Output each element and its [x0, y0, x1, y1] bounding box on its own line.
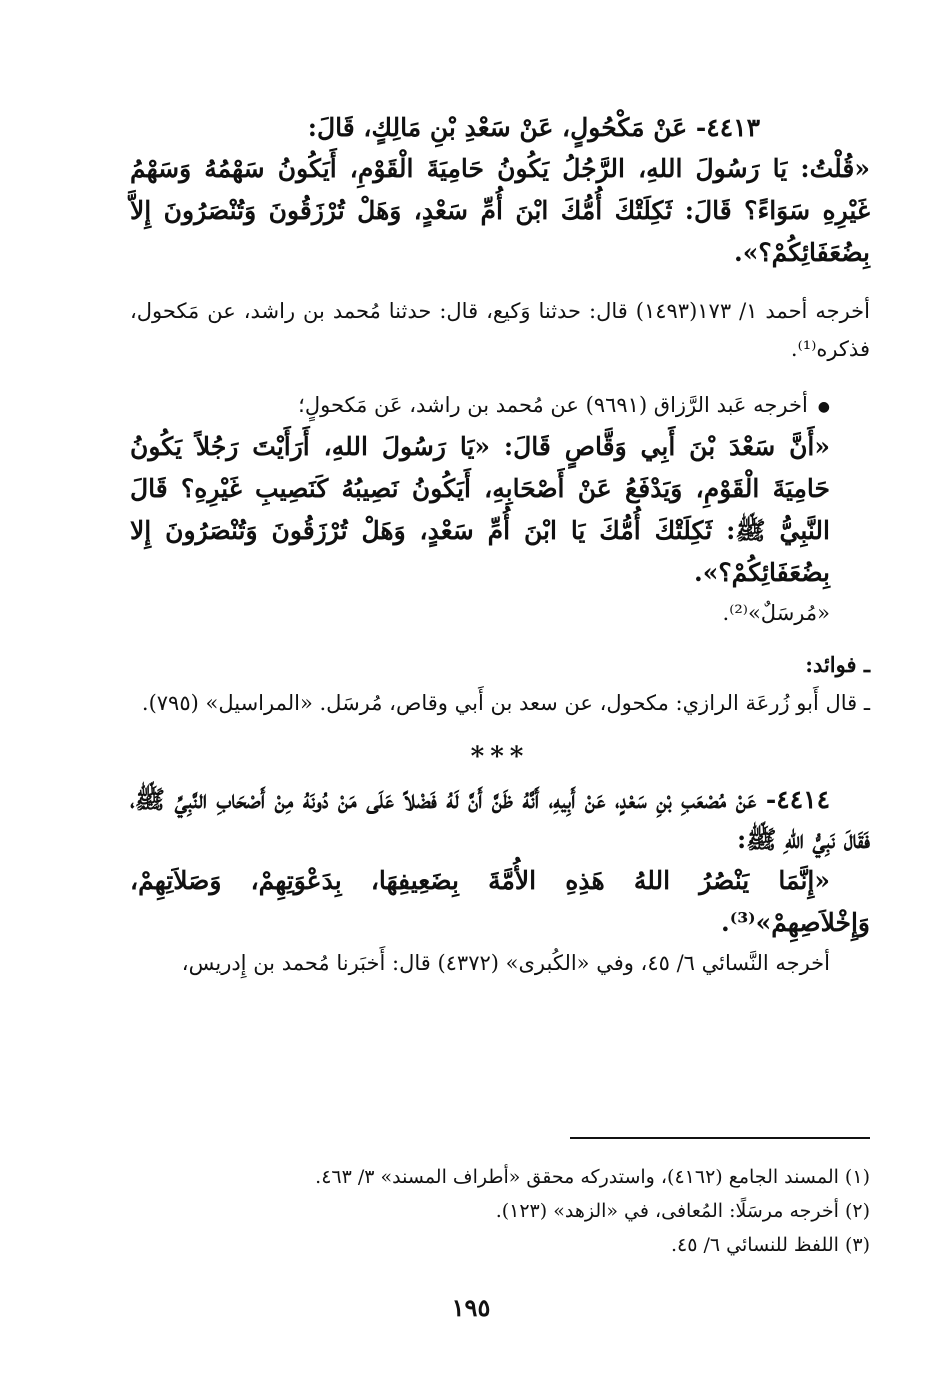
footnotes	[130, 1160, 870, 1262]
fawaid-text: ـ قال أَبو زُرعَة الرازي: مكحول، عن سعد بن أَبي وقاص، مُرسَل. «المراسيل» (٧٩٥).	[141, 690, 870, 715]
footnote-1: (١) المسند الجامع (٤١٦٢)، واستدركه محقق «أطراف المسند» ٣/ ٤٦٣.	[315, 1166, 870, 1188]
footnote-divider	[570, 1137, 870, 1139]
hadith-4414-text: «إِنَّمَا يَنْصُرُ اللهُ هَذِهِ الأُمَّةَ بِضَعِيفِهَا، بِدَعْوَتِهِمْ، وَصَلاَتِهِمْ، وَإِخْلاَصِهِمْ»⁽³⁾.	[130, 865, 870, 937]
footnote-2: (٢) أخرجه مرسَلًا: المُعافى، في «الزهد» (١٢٣).	[495, 1200, 870, 1222]
section-separator: ***	[470, 741, 530, 772]
hadith-4413-grade: «مُرسَلٌ»⁽²⁾.	[722, 600, 830, 625]
page-number: ١٩٥	[451, 1293, 491, 1322]
alt-takhrij-text: أخرجه عَبد الرَّزاق (٩٦٩١) عن مُحمد بن راشد، عَن مَكحولٍ؛	[298, 393, 808, 417]
hadith-4413-alt-takhrij	[130, 386, 870, 426]
hadith-4414-takhrij: أخرجه النَّسائي ٦/ ٤٥، وفي «الكُبرى» (٤٣٧٢) قال: أَخبَرنا مُحمد بن إِدريس،	[181, 950, 830, 975]
fawaid-heading: ـ فوائد:	[805, 651, 870, 677]
hadith-4413-alt-text: «أَنَّ سَعْدَ بْنَ أَبِي وَقَّاصٍ قَالَ: «يَا رَسُولَ اللهِ، أَرَأَيْتَ رَجُلاً يَكُونُ حَامِيَةَ الْقَوْمِ، وَيَدْفَعُ عَنْ أَصْحَابِهِ، أَيَكُونُ نَصِيبُهُ كَنَصِيبِ غَيْرِهِ؟ قَالَ النَّبِيُّ ﷺ: ثَكِلَتْكَ أُمُّكَ يَا ابْنَ أُمِّ سَعْدٍ، وَهَلْ تُرْزَقُونَ وَتُنْصَرُونَ إِلا بِضُعَفَائِكُمْ؟».	[130, 431, 830, 587]
hadith-4413-text: «قُلْتُ: يَا رَسُولَ اللهِ، الرَّجُلُ يَكُونُ حَامِيَةَ الْقَوْمِ، أَيَكُونُ سَهْمُهُ وَسَهْمُ غَيْرِهِ سَوَاءً؟ قَالَ: ثَكِلَتْكَ أُمُّكَ ابْنَ أُمِّ سَعْدٍ، وَهَلْ تُرْزَقُونَ وَتُنْصَرُونَ إِلاَّ بِضُعَفَائِكُمْ؟».	[130, 154, 870, 267]
hadith-4413-takhrij: أخرجه أحمد ١/ ١٧٣(١٤٩٣) قال: حدثنا وَكيع، قال: حدثنا مُحمد بن راشد، عن مَكحول، فذكره⁽¹⁾.	[130, 299, 870, 361]
hadith-4414-heading: ٤٤١٤- عَنْ مُصْعَبِ بْنِ سَعْدٍ، عَنْ أَبِيهِ، أَنَّهُ ظَنَّ أَنَّ لَهُ فَضْلاً عَلَى مَنْ دُونَهُ مِنْ أَصْحَابِ النَّبِيِّ ﷺ، فَقَالَ نَبِيُّ اللهِ ﷺ:	[130, 784, 870, 854]
bullet-icon: ●	[817, 398, 830, 415]
footnote-3: (٣) اللفظ للنسائي ٦/ ٤٥.	[671, 1234, 870, 1256]
hadith-4413-heading: ٤٤١٣- عَنْ مَكْحُولٍ، عَنْ سَعْدِ بْنِ مَالِكٍ، قَالَ:	[307, 113, 760, 142]
